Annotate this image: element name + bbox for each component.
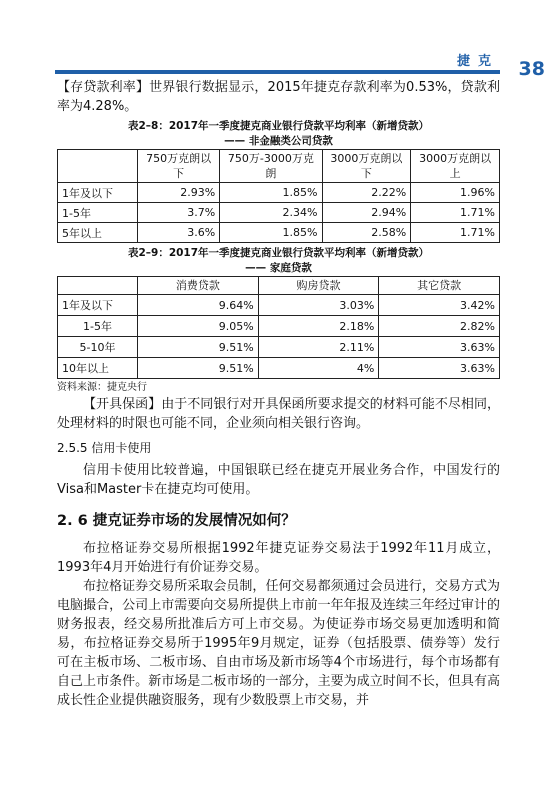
table-cell: 1.71%: [411, 203, 500, 223]
table1-caption: 表2–8：2017年一季度捷克商业银行贷款平均利率（新增贷款）: [127, 120, 430, 132]
table-row: [58, 183, 500, 203]
loan-rate-table-household: [57, 276, 500, 379]
table-row: [58, 295, 500, 316]
securities-heading: 2. 6 捷克证券市场的发展情况如何？: [57, 513, 296, 529]
row-label: 1年及以下: [58, 183, 138, 203]
table-cell: 2.11%: [258, 337, 379, 358]
table-cell: 1.85%: [220, 183, 322, 203]
chapter-title: 捷克: [456, 54, 499, 69]
row-label: 1-5年: [58, 316, 138, 337]
table-cell: 9.51%: [138, 337, 259, 358]
table-cell: 2.34%: [220, 203, 322, 223]
table-header-cell: 3000万克朗以上: [411, 150, 500, 183]
table-row: [58, 316, 500, 337]
table-header-cell: 购房贷款: [258, 277, 379, 295]
table-cell: 1.96%: [411, 183, 500, 203]
table-cell: 1.85%: [220, 223, 322, 243]
table-cell: 9.51%: [138, 358, 259, 379]
table-row: [58, 337, 500, 358]
table2-subcaption: —— 家庭贷款: [245, 262, 312, 274]
table-header-cell: 消费贷款: [138, 277, 259, 295]
loan-rate-table-corporate: [57, 149, 500, 243]
table1-subcaption: —— 非金融类公司贷款: [224, 135, 333, 147]
table-cell: 4%: [258, 358, 379, 379]
row-label: 1-5年: [58, 203, 138, 223]
row-label: 5-10年: [58, 337, 138, 358]
table-cell: 3.63%: [379, 337, 500, 358]
table-header-cell: [58, 150, 138, 183]
table-header-cell: 其它贷款: [379, 277, 500, 295]
credit-card-paragraph: 信用卡使用比较普遍，中国银联已经在捷克开展业务合作，中国发行的Visa和Master卡在捷克均可使用。: [57, 463, 500, 497]
table-cell: 3.42%: [379, 295, 500, 316]
table-cell: 3.03%: [258, 295, 379, 316]
table-row: [58, 203, 500, 223]
row-label: 10年以上: [58, 358, 138, 379]
table-cell: 1.71%: [411, 223, 500, 243]
header-rule: [55, 70, 500, 74]
table-cell: 2.18%: [258, 316, 379, 337]
table-cell: 2.58%: [322, 223, 411, 243]
table-cell: 2.93%: [138, 183, 220, 203]
table-cell: 3.6%: [138, 223, 220, 243]
table-header-cell: [58, 277, 138, 295]
page-content: [57, 78, 500, 710]
table-row: [58, 358, 500, 379]
credit-card-heading: 2.5.5 信用卡使用: [57, 441, 152, 455]
guarantee-paragraph: 【开具保函】由于不同银行对开具保函所要求提交的材料可能不尽相同，处理材料的时限也可能不同，企业须向相关银行咨询。: [57, 397, 500, 431]
table-header-cell: 750万-3000万克朗: [220, 150, 322, 183]
deposit-rate-paragraph: 【存贷款利率】世界银行数据显示，2015年捷克存款利率为0.53%，贷款利率为4.28%。: [57, 80, 500, 114]
page-number: 38: [518, 58, 545, 80]
table-cell: 2.22%: [322, 183, 411, 203]
exchange-history-paragraph: 布拉格证券交易所根据1992年捷克证券交易法于1992年11月成立，1993年4月开始进行有价证券交易。: [57, 541, 500, 575]
table-header-row: [58, 277, 500, 295]
exchange-rules-paragraph: 布拉格证券交易所采取会员制，任何交易都须通过会员进行，交易方式为电脑撮合，公司上市需要向交易所提供上市前一年年报及连续三年经过审计的财务报表，经交易所批准后方可上市交易。为使证券市场交易更加透明和简易，布拉格证券交易所于1995年9月规定，证券（包括股票、债券等）发行可在主板市场、二板市场、自由市场及新市场等4个市场进行，每个市场都有自己上市条件。新市场是二板市场的一部分，主要为成立时间不长，但具有高成长性企业提供融资服务，现有少数股票上市交易，并: [57, 579, 500, 708]
table-cell: 9.64%: [138, 295, 259, 316]
table-cell: 9.05%: [138, 316, 259, 337]
table-header-row: [58, 150, 500, 183]
table-cell: 3.63%: [379, 358, 500, 379]
table-cell: 2.82%: [379, 316, 500, 337]
row-label: 5年以上: [58, 223, 138, 243]
table2-caption: 表2–9：2017年一季度捷克商业银行贷款平均利率（新增贷款）: [127, 247, 430, 259]
table-cell: 2.94%: [322, 203, 411, 223]
table-row: [58, 223, 500, 243]
table-source-note: 资料来源：捷克央行: [57, 382, 147, 393]
table-header-cell: 750万克朗以下: [138, 150, 220, 183]
table-cell: 3.7%: [138, 203, 220, 223]
row-label: 1年及以下: [58, 295, 138, 316]
table-header-cell: 3000万克朗以下: [322, 150, 411, 183]
